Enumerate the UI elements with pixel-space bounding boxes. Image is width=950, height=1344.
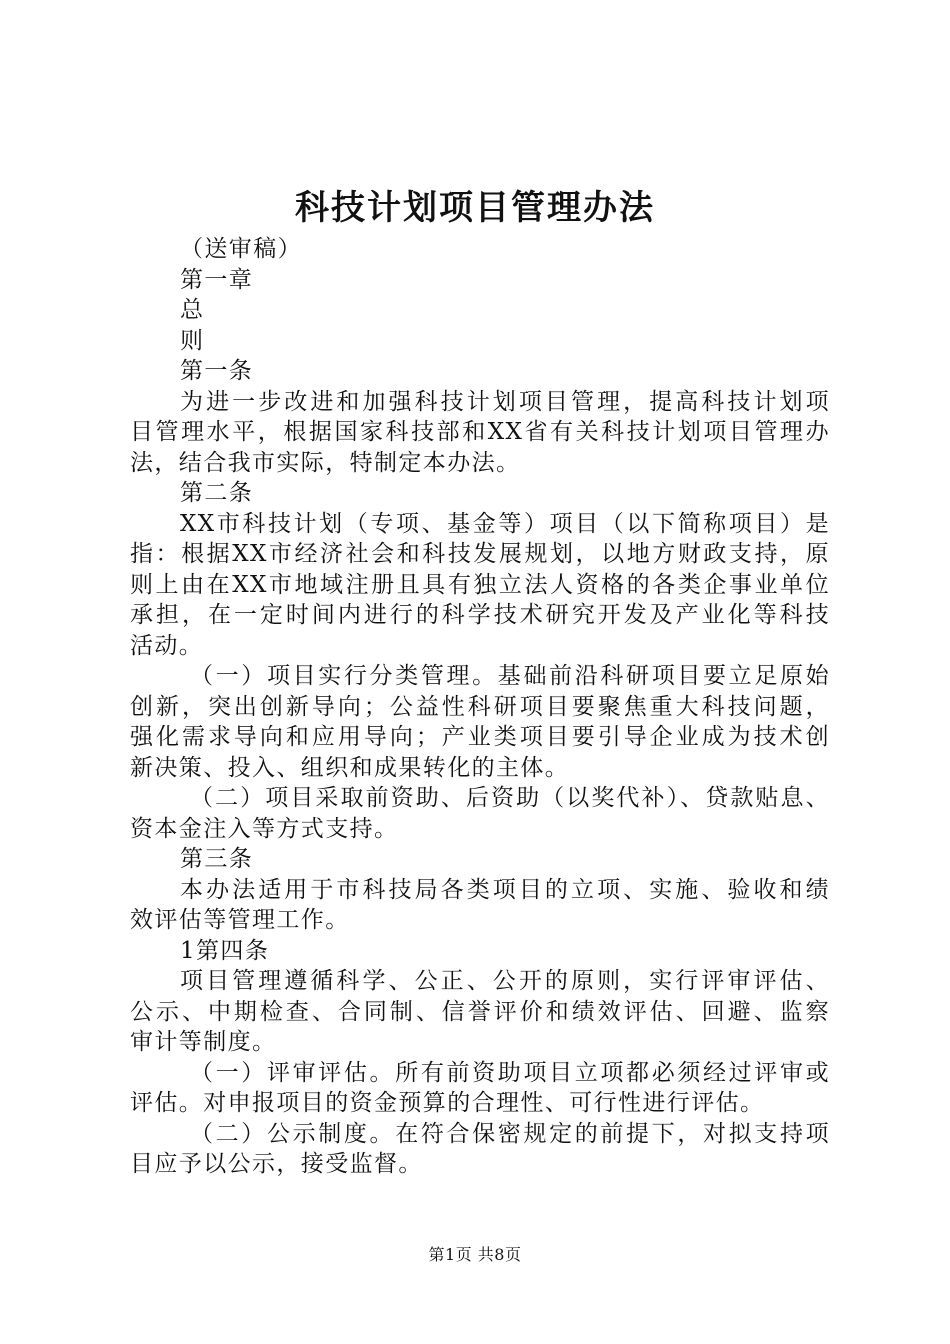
paragraph-line: （一）评审评估。所有前资助项目立项都必须经过评审或	[190, 1059, 830, 1086]
paragraph-line: 公示、中期检查、合同制、信誉评价和绩效评估、回避、监察	[130, 998, 830, 1025]
paragraph-line: 强化需求导向和应用导向；产业类项目要引导企业成为技术创	[130, 724, 830, 750]
draft-note: （送审稿）	[180, 236, 302, 262]
paragraph-line: 项目管理遵循科学、公正、公开的原则，实行评审评估、	[180, 968, 830, 994]
paragraph-line: 效评估等管理工作。	[130, 907, 350, 933]
paragraph-line: （二）公示制度。在符合保密规定的前提下，对拟支持项	[190, 1120, 830, 1147]
paragraph-line: （二）项目采取前资助、后资助（以奖代补）、贷款贴息、	[190, 785, 830, 811]
paragraph-line: 本办法适用于市科技局各类项目的立项、实施、验收和绩	[180, 876, 830, 903]
chapter-title-part: 总	[180, 297, 205, 323]
document-title: 科技计划项目管理办法	[295, 188, 655, 228]
article-heading: 第三条	[180, 846, 254, 872]
paragraph-line: 为进一步改进和加强科技计划项目管理，提高科技计划项	[180, 388, 830, 415]
chapter-heading: 第一章	[180, 266, 254, 293]
paragraph-line: 评估。对申报项目的资金预算的合理性、可行性进行评估。	[130, 1090, 765, 1116]
paragraph-line: 目管理水平，根据国家科技部和XX省有关科技计划项目管理办	[130, 419, 830, 445]
paragraph-line: 目应予以公示，接受监督。	[130, 1151, 423, 1177]
article-heading: 1第四条	[180, 937, 270, 964]
paragraph-line: 创新，突出创新导向；公益性科研项目要聚焦重大科技问题，	[130, 693, 830, 720]
paragraph-line: 则上由在XX市地域注册且具有独立法人资格的各类企事业单位	[130, 571, 830, 598]
paragraph-line: 活动。	[130, 632, 204, 659]
page-number: 第1页 共8页	[428, 1245, 522, 1264]
paragraph-line: 承担，在一定时间内进行的科学技术研究开发及产业化等科技	[130, 602, 830, 628]
paragraph-line: 法，结合我市实际，特制定本办法。	[130, 449, 521, 476]
paragraph-line: 审计等制度。	[130, 1029, 277, 1055]
paragraph-line: 新决策、投入、组织和成果转化的主体。	[130, 754, 570, 781]
article-heading: 第一条	[180, 358, 254, 384]
chapter-title-part: 则	[180, 327, 205, 354]
paragraph-line: 指：根据XX市经济社会和科技发展规划，以地方财政支持，原	[130, 541, 830, 567]
paragraph-line: 资本金注入等方式支持。	[130, 815, 399, 842]
paragraph-line: XX市科技计划（专项、基金等）项目（以下简称项目）是	[180, 510, 830, 537]
paragraph-line: （一）项目实行分类管理。基础前沿科研项目要立足原始	[190, 663, 830, 689]
document-body	[130, 234, 830, 1180]
article-heading: 第二条	[180, 480, 254, 506]
